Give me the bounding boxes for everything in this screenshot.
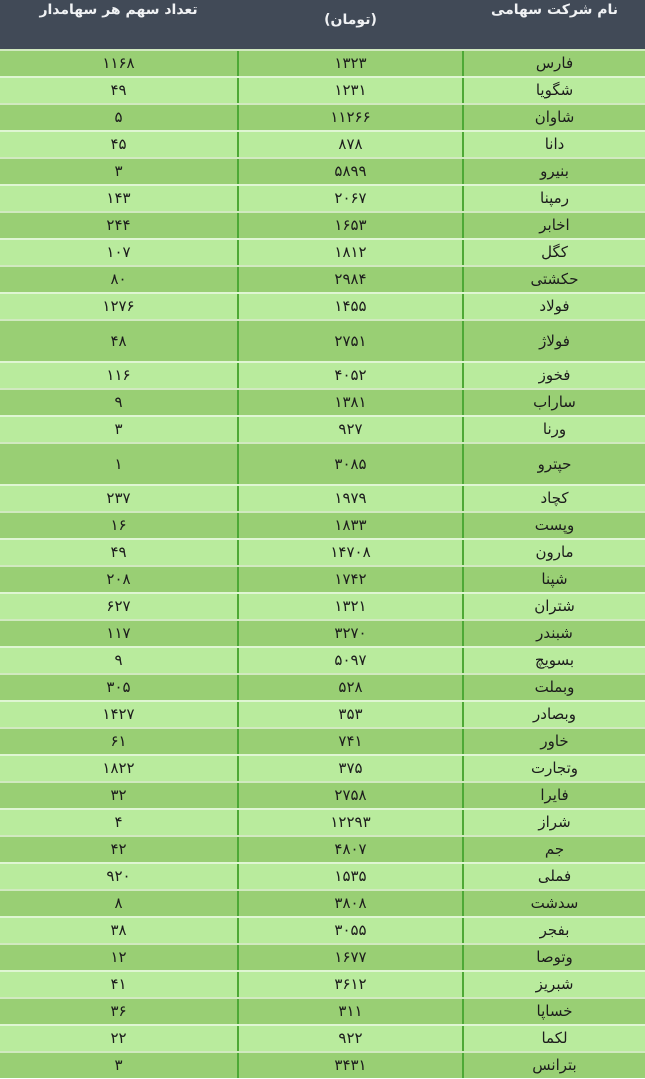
table-row (0, 754, 645, 781)
company-name-cell: کچاد (540, 489, 569, 507)
table-row (0, 76, 645, 103)
company-name-cell: خاور (540, 732, 569, 750)
table-row (0, 970, 645, 997)
price-cell: ۲۷۵۱ (237, 321, 464, 361)
shares-cell: ۳۰۵ (106, 678, 131, 696)
shares-cell: ۳۸ (110, 921, 127, 939)
price-cell: ۵۸۹۹ (237, 159, 464, 184)
company-name-cell: شتران (534, 597, 575, 615)
price-cell: ۱۳۲۱ (237, 594, 464, 619)
shares-cell: ۴۹ (110, 81, 127, 99)
table-row (0, 781, 645, 808)
shares-cell: ۴۲ (110, 840, 127, 858)
shares-cell: ۶۱ (110, 732, 127, 750)
price-cell: ۱۸۱۲ (237, 240, 464, 265)
price-cell: ۳۶۱۲ (237, 972, 464, 997)
shares-cell: ۱۶ (110, 516, 127, 534)
shares-cell: ۱۱۶ (106, 366, 131, 384)
company-name-cell: وبملت (534, 678, 575, 696)
table-row (0, 184, 645, 211)
table-row (0, 997, 645, 1024)
shares-cell: ۴۵ (110, 135, 127, 153)
price-cell: ۱۶۵۳ (237, 213, 464, 238)
company-name-cell: وتوصا (536, 948, 573, 966)
price-cell: ۵۰۹۷ (237, 648, 464, 673)
company-name-cell: بسویچ (534, 651, 575, 669)
table-row (0, 1024, 645, 1051)
shares-cell: ۶۲۷ (106, 597, 131, 615)
company-name-cell: خساپا (536, 1002, 573, 1020)
price-cell: ۳۱۱ (237, 999, 464, 1024)
price-cell: ۷۴۱ (237, 729, 464, 754)
table-row (0, 1051, 645, 1078)
shares-cell: ۲۰۸ (106, 570, 131, 588)
header-company-name: نام شرکت سهامی (490, 2, 619, 18)
company-name-cell: مارون (535, 543, 574, 561)
table-body (0, 49, 645, 1078)
company-name-cell: فملی (537, 867, 572, 885)
shares-cell: ۹۲۰ (106, 867, 131, 885)
company-name-cell: شپنا (541, 570, 568, 588)
company-name-cell: فخوز (538, 366, 571, 384)
company-name-cell: ورنا (542, 420, 567, 438)
table-row (0, 292, 645, 319)
company-name-cell: ساراب (533, 393, 576, 411)
table-row (0, 103, 645, 130)
shares-cell: ۱۱۷ (106, 624, 131, 642)
company-name-cell: شبندر (536, 624, 573, 642)
table-row (0, 415, 645, 442)
shares-cell: ۸۰ (110, 270, 127, 288)
company-name-cell: دانا (544, 135, 565, 153)
table-row (0, 889, 645, 916)
company-name-cell: کگل (541, 243, 568, 261)
shares-cell: ۴۱ (110, 975, 127, 993)
shares-cell: ۸ (114, 894, 123, 912)
shares-cell: ۲۳۷ (106, 489, 131, 507)
shares-cell: ۱۰۷ (106, 243, 131, 261)
price-cell: ۵۲۸ (237, 675, 464, 700)
price-cell: ۴۸۰۷ (237, 837, 464, 862)
shares-cell: ۳۲ (110, 786, 127, 804)
table-row (0, 565, 645, 592)
price-cell: ۳۲۷۰ (237, 621, 464, 646)
price-cell: ۱۴۷۰۸ (237, 540, 464, 565)
company-name-cell: اخابر (539, 216, 570, 234)
price-cell: ۱۶۷۷ (237, 945, 464, 970)
company-name-cell: وبصادر (533, 705, 576, 723)
price-cell: ۳۴۳۱ (237, 1053, 464, 1078)
company-name-cell: وپست (534, 516, 575, 534)
price-cell: ۳۰۸۵ (237, 444, 464, 484)
price-cell: ۴۰۵۲ (237, 363, 464, 388)
table-row (0, 862, 645, 889)
company-name-cell: فولاژ (539, 331, 570, 350)
shares-cell: ۵ (114, 108, 123, 126)
shares-cell: ۳ (114, 1056, 123, 1074)
shares-cell: ۳ (114, 420, 123, 438)
price-cell: ۳۷۵ (237, 756, 464, 781)
company-name-cell: شراز (538, 813, 571, 831)
company-name-cell: حکشتی (530, 270, 579, 288)
table-row (0, 916, 645, 943)
price-cell: ۸۷۸ (237, 132, 464, 157)
table-row (0, 646, 645, 673)
table-row (0, 943, 645, 970)
table-row (0, 157, 645, 184)
company-name-cell: فارس (535, 54, 574, 72)
table-row (0, 808, 645, 835)
table-row (0, 592, 645, 619)
price-cell: ۹۲۲ (237, 1026, 464, 1051)
header-price-toman: (تومان) (324, 12, 377, 28)
shares-cell: ۲۲ (110, 1029, 127, 1047)
price-cell: ۲۹۸۴ (237, 267, 464, 292)
table-row (0, 835, 645, 862)
company-name-cell: شاوان (534, 108, 575, 126)
price-cell: ۱۳۲۳ (237, 51, 464, 76)
price-cell: ۱۴۵۵ (237, 294, 464, 319)
table-row (0, 538, 645, 565)
company-name-cell: بفجر (539, 921, 570, 939)
price-cell: ۲۰۶۷ (237, 186, 464, 211)
header-shares-per-shareholder: تعداد سهم هر سهامدار (39, 2, 198, 18)
shares-cell: ۱۴۲۷ (102, 705, 135, 723)
table-row (0, 238, 645, 265)
shares-cell: ۱۱۶۸ (102, 54, 135, 72)
table-row (0, 442, 645, 484)
price-cell: ۱۵۳۵ (237, 864, 464, 889)
shares-cell: ۳ (114, 162, 123, 180)
shares-cell: ۳۶ (110, 1002, 127, 1020)
price-cell: ۳۵۳ (237, 702, 464, 727)
shares-cell: ۹ (114, 651, 123, 669)
table-row (0, 388, 645, 415)
price-cell: ۱۸۳۳ (237, 513, 464, 538)
table-header (0, 0, 645, 49)
price-cell: ۱۷۴۲ (237, 567, 464, 592)
price-cell: ۱۲۳۱ (237, 78, 464, 103)
table-row (0, 211, 645, 238)
price-cell: ۱۱۲۶۶ (237, 105, 464, 130)
table-row (0, 130, 645, 157)
price-cell: ۹۲۷ (237, 417, 464, 442)
table-row (0, 319, 645, 361)
shares-cell: ۴ (114, 813, 123, 831)
price-cell: ۳۰۵۵ (237, 918, 464, 943)
table-row (0, 49, 645, 76)
price-cell: ۱۳۸۱ (237, 390, 464, 415)
table-row (0, 727, 645, 754)
shares-cell: ۴۹ (110, 543, 127, 561)
shares-cell: ۱۲ (110, 948, 127, 966)
table-row (0, 484, 645, 511)
company-name-cell: وتجارت (530, 759, 579, 777)
company-name-cell: سدشت (530, 894, 579, 912)
company-name-cell: رمپنا (540, 189, 569, 207)
company-name-cell: لکما (541, 1029, 568, 1047)
table-row (0, 265, 645, 292)
shares-cell: ۹ (114, 393, 123, 411)
company-name-cell: جم (544, 840, 565, 858)
price-cell: ۳۸۰۸ (237, 891, 464, 916)
company-name-cell: بترانس (532, 1056, 577, 1074)
shares-cell: ۲۴۴ (106, 216, 131, 234)
table-row (0, 511, 645, 538)
price-cell: ۱۹۷۹ (237, 486, 464, 511)
price-cell: ۱۲۲۹۳ (237, 810, 464, 835)
shares-cell: ۴۸ (110, 331, 127, 350)
company-name-cell: فولاد (539, 297, 570, 315)
company-name-cell: شگویا (535, 81, 574, 99)
table-row (0, 361, 645, 388)
shares-cell: ۱۲۷۶ (102, 297, 135, 315)
company-name-cell: بنیرو (540, 162, 569, 180)
table-row (0, 619, 645, 646)
shares-cell: ۱۴۳ (106, 189, 131, 207)
table-row (0, 700, 645, 727)
shares-cell: ۱ (114, 454, 123, 473)
price-cell: ۲۷۵۸ (237, 783, 464, 808)
company-name-cell: فایرا (540, 786, 569, 804)
company-name-cell: شبریز (535, 975, 574, 993)
shares-cell: ۱۸۲۲ (102, 759, 135, 777)
table-row (0, 673, 645, 700)
company-name-cell: حپترو (537, 454, 572, 473)
